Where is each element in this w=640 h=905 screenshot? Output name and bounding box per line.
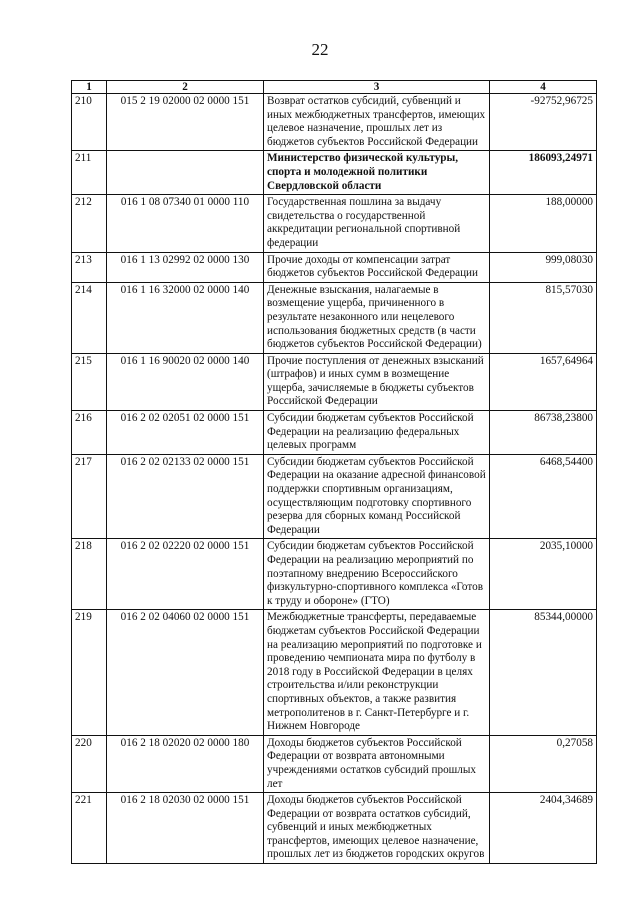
amount-value: 2404,34689 <box>490 793 597 864</box>
budget-classification-code: 016 2 02 04060 02 0000 151 <box>107 610 264 735</box>
budget-table <box>71 80 597 864</box>
row-number: 221 <box>72 793 107 864</box>
table-row <box>72 353 597 410</box>
amount-value: 1657,64964 <box>490 353 597 410</box>
revenue-name: Денежные взыскания, налагаемые в возмещение ущерба, причиненного в результате незаконного или нецелевого использования бюджетных средств (в части бюджетов субъектов Российской Федерации) <box>264 282 490 353</box>
budget-classification-code <box>107 151 264 195</box>
revenue-name: Субсидии бюджетам субъектов Российской Федерации на оказание адресной финансовой поддержки спортивным организациям, осуществляющим подготовку спортивного резерва для сборных команд Российской Федерации <box>264 454 490 539</box>
row-number: 213 <box>72 252 107 282</box>
table-row <box>72 735 597 792</box>
revenue-name: Прочие доходы от компенсации затрат бюджетов субъектов Российской Федерации <box>264 252 490 282</box>
table-row <box>72 282 597 353</box>
table-row <box>72 610 597 735</box>
budget-classification-code: 016 1 16 32000 02 0000 140 <box>107 282 264 353</box>
revenue-name: Субсидии бюджетам субъектов Российской Федерации на реализацию мероприятий по поэтапному внедрению Всероссийского физкультурно-спортивного комплекса «Готов к труду и обороне» (ГТО) <box>264 539 490 610</box>
budget-classification-code: 016 1 08 07340 01 0000 110 <box>107 195 264 252</box>
budget-classification-code: 016 2 02 02051 02 0000 151 <box>107 411 264 455</box>
column-header-name: 3 <box>264 81 490 94</box>
row-number: 215 <box>72 353 107 410</box>
row-number: 217 <box>72 454 107 539</box>
table-row <box>72 94 597 151</box>
table-row <box>72 454 597 539</box>
revenue-name: Субсидии бюджетам субъектов Российской Федерации на реализацию федеральных целевых программ <box>264 411 490 455</box>
column-header-number: 1 <box>72 81 107 94</box>
revenue-name: Прочие поступления от денежных взысканий (штрафов) и иных сумм в возмещение ущерба, зачисляемые в бюджеты субъектов Российской Федерации <box>264 353 490 410</box>
table-row <box>72 195 597 252</box>
amount-value: 0,27058 <box>490 735 597 792</box>
amount-value: 815,57030 <box>490 282 597 353</box>
revenue-name: Межбюджетные трансферты, передаваемые бюджетам субъектов Российской Федерации на реализацию мероприятий по подготовке и проведению чемпионата мира по футболу в 2018 году в Российской Федерации в целях строительства и/или реконструкции спортивных объектов, а также развития метрополитенов в г. Санкт-Петербурге и г. Нижнем Новгороде <box>264 610 490 735</box>
row-number: 216 <box>72 411 107 455</box>
table-row <box>72 151 597 195</box>
revenue-name: Возврат остатков субсидий, субвенций и иных межбюджетных трансфертов, имеющих целевое назначение, прошлых лет из бюджетов субъектов Российской Федерации <box>264 94 490 151</box>
column-header-code: 2 <box>107 81 264 94</box>
budget-classification-code: 016 1 13 02992 02 0000 130 <box>107 252 264 282</box>
revenue-name: Доходы бюджетов субъектов Российской Федерации от возврата остатков субсидий, субвенций и иных межбюджетных трансфертов, имеющих целевое назначение, прошлых лет из бюджетов городских округов <box>264 793 490 864</box>
amount-value: 6468,54400 <box>490 454 597 539</box>
budget-classification-code: 016 2 18 02020 02 0000 180 <box>107 735 264 792</box>
budget-classification-code: 015 2 19 02000 02 0000 151 <box>107 94 264 151</box>
revenue-name: Государственная пошлина за выдачу свидетельства о государственной аккредитации региональной спортивной федерации <box>264 195 490 252</box>
row-number: 219 <box>72 610 107 735</box>
table-row <box>72 539 597 610</box>
table-row <box>72 411 597 455</box>
row-number: 214 <box>72 282 107 353</box>
row-number: 218 <box>72 539 107 610</box>
budget-classification-code: 016 2 18 02030 02 0000 151 <box>107 793 264 864</box>
amount-value: 2035,10000 <box>490 539 597 610</box>
amount-value: 188,00000 <box>490 195 597 252</box>
amount-value: 86738,23800 <box>490 411 597 455</box>
amount-value: 186093,24971 <box>490 151 597 195</box>
budget-classification-code: 016 2 02 02220 02 0000 151 <box>107 539 264 610</box>
row-number: 220 <box>72 735 107 792</box>
budget-classification-code: 016 2 02 02133 02 0000 151 <box>107 454 264 539</box>
row-number: 210 <box>72 94 107 151</box>
table-row <box>72 252 597 282</box>
column-header-amount: 4 <box>490 81 597 94</box>
budget-classification-code: 016 1 16 90020 02 0000 140 <box>107 353 264 410</box>
table-row <box>72 793 597 864</box>
revenue-name: Министерство физической культуры, спорта и молодежной политики Свердловской области <box>264 151 490 195</box>
table-header-row <box>72 81 597 94</box>
amount-value: -92752,96725 <box>490 94 597 151</box>
amount-value: 999,08030 <box>490 252 597 282</box>
row-number: 212 <box>72 195 107 252</box>
row-number: 211 <box>72 151 107 195</box>
page-number: 22 <box>311 40 329 59</box>
revenue-name: Доходы бюджетов субъектов Российской Федерации от возврата автономными учреждениями остатков субсидий прошлых лет <box>264 735 490 792</box>
amount-value: 85344,00000 <box>490 610 597 735</box>
